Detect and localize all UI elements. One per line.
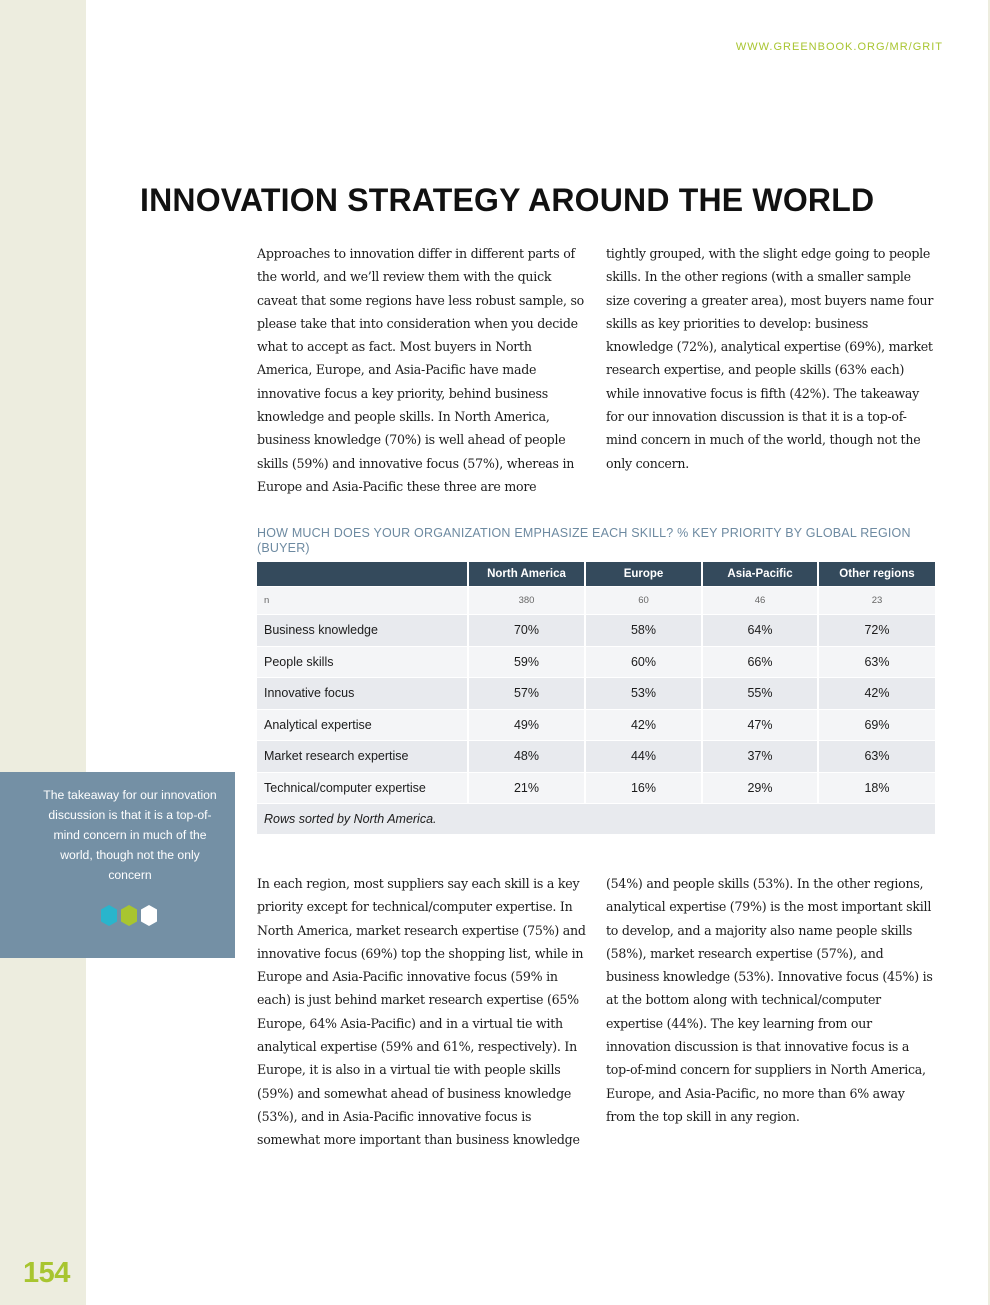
table-cell: 380 <box>468 587 585 615</box>
table-cell: 59% <box>468 646 585 678</box>
table-cell: 42% <box>818 678 935 710</box>
suppliers-column-2: (54%) and people skills (53%). In the other regions, analytical expertise (79%) is the most important skill to develop, and a majority also name people skills (58%), market research expertise (57%), and business knowledge (53%). Innovative focus (45%) is at the bottom along with technical/computer expertise (44%). The key learning from our innovation discussion is that innovative focus is a top-of-mind concern for suppliers in North America, Europe, and Asia-Pacific, no more than 6% away from the top skill in any region. <box>606 876 933 1124</box>
table-cell: 63% <box>818 646 935 678</box>
table-cell: Market research expertise <box>257 741 468 773</box>
header-cell-blank <box>257 562 468 587</box>
table-cell: 64% <box>702 615 818 647</box>
table-cell: n <box>257 587 468 615</box>
table-row <box>257 646 935 678</box>
hexagon-green-icon <box>121 905 137 926</box>
sample-size-row <box>257 587 935 615</box>
table-row <box>257 615 935 647</box>
table-cell: 60% <box>585 646 702 678</box>
table-cell: 55% <box>702 678 818 710</box>
table-cell: 69% <box>818 709 935 741</box>
table-cell: Business knowledge <box>257 615 468 647</box>
table-cell: Analytical expertise <box>257 709 468 741</box>
header-url[interactable]: WWW.GREENBOOK.ORG/MR/GRIT <box>735 41 943 53</box>
table-cell: 49% <box>468 709 585 741</box>
table-cell: Innovative focus <box>257 678 468 710</box>
table-row <box>257 709 935 741</box>
table-cell: 72% <box>818 615 935 647</box>
intro-column-2: tightly grouped, with the slight edge going to people skills. In the other regions (with a smaller sample size covering a greater area), most buyers name four skills as key priorities to develop: business knowledge (72%), analytical expertise (69%), market research expertise, and people skills (63% each) while innovative focus is fifth (42%). The takeaway for our innovation discussion is that it is a top-of-mind concern in much of the world, though not the only concern. <box>606 246 934 471</box>
table-cell: 23 <box>818 587 935 615</box>
pull-quote-text: The takeaway for our innovation discussion is that it is a top-of-mind concern in much of the world, though not the only concern <box>43 788 217 882</box>
table-cell: 47% <box>702 709 818 741</box>
page-number: 154 <box>23 1257 70 1289</box>
intro-column-1: Approaches to innovation differ in different parts of the world, and we’ll review them with the quick caveat that some regions have less robust sample, so please take that into consideration when you decide what to accept as fact. Most buyers in North America, Europe, and Asia-Pacific have made innovative focus a key priority, behind business knowledge and people skills. In North America, business knowledge (70%) is well ahead of people skills (59%) and innovative focus (57%), whereas in Europe and Asia-Pacific these three are more <box>257 246 585 494</box>
hexagon-blue-icon <box>101 905 117 926</box>
table-cell: 58% <box>585 615 702 647</box>
hexagon-white-icon <box>141 905 157 926</box>
header-cell-other-regions: Other regions <box>818 562 935 587</box>
table-note: Rows sorted by North America. <box>257 804 935 835</box>
table-cell: 29% <box>702 772 818 804</box>
header-cell-north-america: North America <box>468 562 585 587</box>
left-margin-bar <box>0 0 86 1305</box>
table-cell: 21% <box>468 772 585 804</box>
table-cell: 46 <box>702 587 818 615</box>
table-row <box>257 678 935 710</box>
table-cell: 53% <box>585 678 702 710</box>
table-cell: 48% <box>468 741 585 773</box>
table-header-row <box>257 562 935 587</box>
table-cell: 37% <box>702 741 818 773</box>
table-row <box>257 741 935 773</box>
table-cell: 18% <box>818 772 935 804</box>
table-cell: 57% <box>468 678 585 710</box>
table-cell: 42% <box>585 709 702 741</box>
header-cell-asia-pacific: Asia-Pacific <box>702 562 818 587</box>
table-cell: Technical/computer expertise <box>257 772 468 804</box>
table-cell: 60 <box>585 587 702 615</box>
skills-by-region-table <box>257 562 935 834</box>
table-note-row <box>257 804 935 835</box>
table-title: HOW MUCH DOES YOUR ORGANIZATION EMPHASIZE EACH SKILL? % KEY PRIORITY BY GLOBAL REGION (BUYER) <box>257 526 911 555</box>
table-cell: People skills <box>257 646 468 678</box>
table-cell: 66% <box>702 646 818 678</box>
table-row <box>257 772 935 804</box>
table-cell: 44% <box>585 741 702 773</box>
table-cell: 16% <box>585 772 702 804</box>
table-cell: 70% <box>468 615 585 647</box>
hexagon-icons <box>98 903 162 931</box>
table-cell: 63% <box>818 741 935 773</box>
page-title: INNOVATION STRATEGY AROUND THE WORLD <box>140 182 875 218</box>
header-cell-europe: Europe <box>585 562 702 587</box>
suppliers-column-1: In each region, most suppliers say each skill is a key priority except for technical/computer expertise. In North America, market research expertise (75%) and innovative focus (69%) top the shopping list, while in Europe and Asia-Pacific innovative focus (59% in each) is just behind market research expertise (65% Europe, 64% Asia-Pacific) and in a virtual tie with analytical expertise (59% and 61%, respectively). In Europe, it is also in a virtual tie with people skills (59%) and somewhat ahead of business knowledge (53%), and in Asia-Pacific innovative focus is somewhat more important than business knowledge <box>257 876 586 1148</box>
